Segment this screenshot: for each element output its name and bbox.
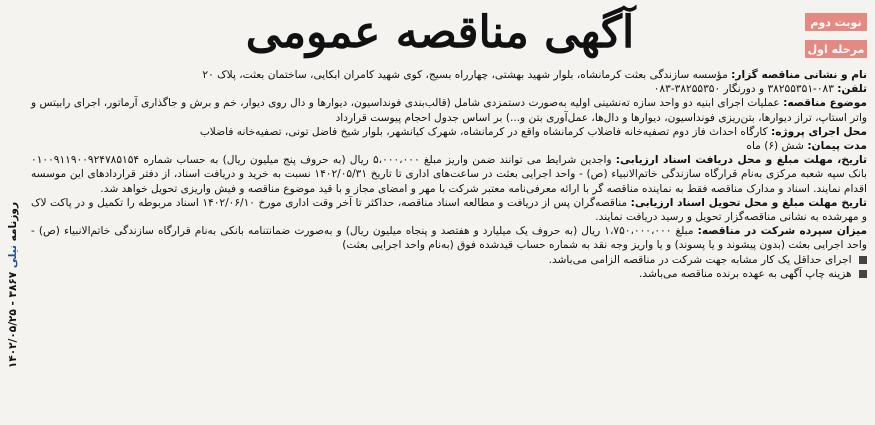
deposit-label: تاریخ، مهلت مبلغ و محل دریافت اسناد ارزیابی: [615,154,868,167]
deposit-text: واجدین شرایط می توانند ضمن واریز مبلغ ۵،۰۰۰،۰۰۰ ریال (به حروف پنج میلیون ریال) به حساب شماره ۰۱۰۰۹۱۱۹۰۰۹۲۴۷۸۵۱۵۴ بانک سپه شعبه مرکزی به‌نام قرارگاه سازندگی خاتم‌الانبیاء (ص) - واحد اجرایی بعثت در ساعت‌های اداری تا تاریخ ۱۴۰۲/۰۵/۳۱ نسبت به خرید و دریافت اسناد، از دفتر قراردادهای این موسسه اقدام نمایند. اسناد و مدارک مناقصه فقط به نماینده مناقصه گر با ارائه معرفی‌نامه معتبر شرکت با مهر و امضای مجاز و با قید موضوع مناقصه و فیش واریزی تحویل خواهد شد. [31,154,867,195]
duration-text: شش (۶) ماه [746,140,804,153]
newspaper-label: روزنامه [7,201,19,242]
square-bullet-icon [859,256,867,264]
newspaper-footer-strip [2,150,24,420]
phone-text: ۰۸۳-۳۸۲۵۵۳۵۱ و دورنگار ۳۸۲۵۵۳۵۰-۰۸۳ [653,83,834,96]
newspaper-brand: نیلی [7,244,19,269]
phone-row [31,82,867,96]
deposit-row [31,153,867,196]
location-label: محل اجرای پروژه: [771,125,867,138]
subject-text: عملیات اجرای ابنیه دو واحد سازه ته‌نشینی اولیه به‌صورت دستمزدی شامل (قالب‌بندی فونداسیون، دیوارها و دال روی دیوار، خم و برش و جاگذاری آرماتور، اجرای رابیتس و واتر استاپ، تراز دیوارها، بتن‌ریزی فونداسیون، دیوارها و دال‌ها، عمل‌آوری بتن و...) بر اساس جدول احجام پیوست قرارداد [31,97,867,124]
guarantee-row [31,224,867,252]
delivery-row [31,196,867,224]
note-text: هزینه چاپ آگهی به عهده برنده مناقصه می‌باشد. [639,267,852,280]
subject-row [31,96,867,124]
subject-label: موضوع مناقصه: [783,97,867,110]
note-row [31,267,867,281]
duration-label: مدت پیمان: [807,140,867,153]
delivery-label: تاریخ مهلت مبلغ و محل تحویل اسناد ارزیابی: [630,196,867,209]
organizer-label: نام و نشانی مناقصه گزار: [731,69,867,81]
guarantee-label: میزان سپرده شرکت در مناقصه: [697,225,867,238]
location-text: کارگاه احداث فاز دوم تصفیه‌خانه فاضلاب کرمانشاه واقع در کرمانشاه، شهرک کیانشهر، بلوار شیخ فاضل تونی، تصفیه‌خانه فاضلاب [199,125,768,138]
organizer-row [31,68,867,82]
guarantee-text: مبلغ ۱،۷۵۰،۰۰۰،۰۰۰ ریال (به حروف یک میلیارد و هفتصد و پنجاه میلیون ریال) و به‌صورت ضمانتنامه بانکی به‌نام قرارگاه سازندگی خاتم‌الانبیاء (ص) - واحد اجرایی بعثت (بدون پیشوند و یا پسوند) و یا واریز وجه نقد به شماره حساب قیدشده فوق (به‌نام واحد اجرایی بعثت) [31,225,867,252]
note-row [31,253,867,267]
stage-badge: مرحله اول [805,40,867,58]
delivery-text: مناقصه‌گران پس از دریافت و مطالعه اسناد مناقصه، حداکثر تا آخر وقت اداری مورخ ۱۴۰۲/۰۶/۱۰ اسناد مربوطه را تکمیل و در پاکت لاک و مهرشده به نشانی مناقصه‌گزار تحویل و رسید دریافت نمایند. [31,196,867,224]
notice-title: آگهی مناقصه عمومی [245,7,635,58]
organizer-text: مؤسسه سازندگی بعثت کرمانشاه، بلوار شهید بهشتی، چهارراه بسیج، کوی شهید کامران ابکایی، ساختمان بعثت، پلاک ۲۰ [202,69,728,81]
square-bullet-icon [859,270,867,278]
issue-number-date: ۳۸۶۷ - ۱۴۰۲/۰۵/۲۵ [7,271,19,369]
note-text: اجرای حداقل یک کار مشابه جهت شرکت در مناقصه الزامی می‌باشد. [548,253,852,266]
duration-row [31,139,867,153]
phone-label: تلفن: [837,83,867,96]
location-row [31,125,867,139]
notice-body [31,68,867,281]
round-badge: نوبت دوم [805,13,867,31]
